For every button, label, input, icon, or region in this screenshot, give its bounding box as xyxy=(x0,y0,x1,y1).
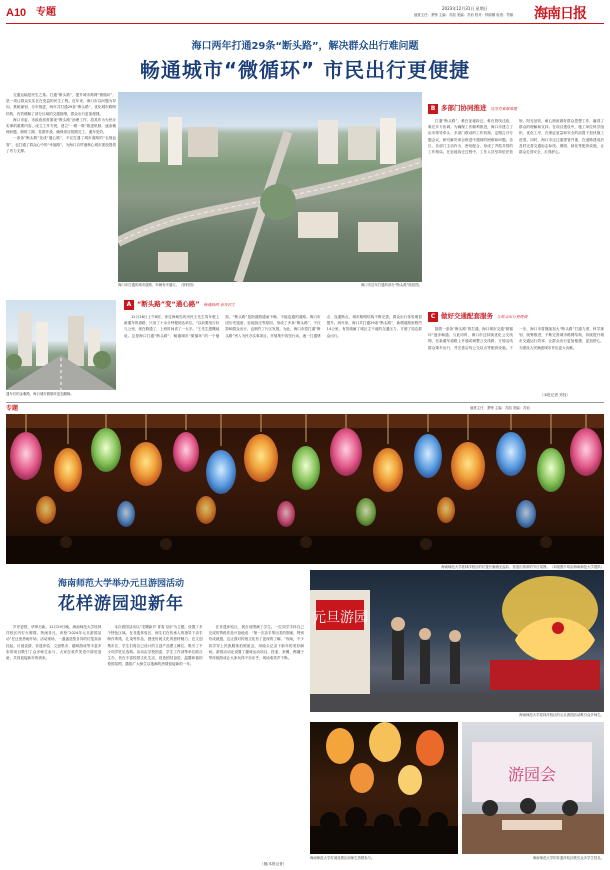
lantern-banner-photo xyxy=(6,414,604,564)
section-b-subtitle: 攻坚克难解难题 xyxy=(490,106,518,112)
page-header xyxy=(6,4,604,22)
stage-photo-caption: 海南师范大学桂林洋校区的元旦游园活动吸引众多师生。 xyxy=(519,713,604,717)
bottom-editors: 值班主任：萧铮 主编：苏凯 美编：苏怡 xyxy=(470,406,530,410)
bottom-author: （图/本报记者） xyxy=(260,862,287,866)
section-a-title: “断头路”变“通心路” xyxy=(137,300,200,309)
craft-banner-text: 游园会 xyxy=(507,765,557,784)
crowd-lantern-photo xyxy=(310,722,458,854)
craft-photo-caption: 海南师范大学的非遗体验区吸引众多学生驻足。 xyxy=(532,856,604,860)
section-b-header xyxy=(428,104,517,114)
section-a-subtitle: 畅通路网 惠及民生 xyxy=(203,302,236,308)
header-rule xyxy=(6,23,604,24)
bottom-body xyxy=(6,624,304,862)
top-story-author: （本报记者 邓钰） xyxy=(540,393,570,397)
craft-illustration xyxy=(462,722,604,854)
crowd-illustration xyxy=(310,722,458,854)
section-b-mark: B xyxy=(428,104,438,114)
bottom-body-para-2: 本次游园活动以“龙腾新岁 青春飞扬”为主题，设置了多个特色区域。在非遗体验区，师生们在传承人的指导下亲手制作剪纸、扎染等作品，感受传统文化的独特魅力；在文创集市区，学生们将自己设计的文创产品摆上摊位，吸引了不少同学驻足选购。活动由学校团委、学生工作部等单位联合主办，旨在丰富校园文化生活，营造团结奋进、温馨和谐的校园氛围，激励广大师生以饱满的热情迎接新的一年。 xyxy=(107,625,203,667)
buildings-photo-caption: 通车后的金雅路，海口城市微循环更加顺畅。 xyxy=(6,392,74,396)
bottom-section-label: 专题 xyxy=(6,405,19,412)
page-section: 专题 xyxy=(36,7,56,18)
bottom-kicker: 海南师范大学举办元旦游园活动 xyxy=(58,579,185,589)
stage-sign-text: 元旦游园 xyxy=(312,610,368,626)
road-photo-caption: 海口市打通的城市道路，车辆有序通行。（资料图） xyxy=(118,283,196,287)
section-b-body: 打通“断头路”，难在征地拆迁，难在管线迁改，难在多方协调。为确保工作顺利推进，海口市建立了由市领导牵头、多部门联动的工作机制，定期召开专题会议，研究解决项目推进中遇到的困难和问题。各区、各部门主动作为、密切配合，形成了齐抓共管的工作格局。在征地拆迁过程中，工作人员坚持依法依规、阳光征收，耐心细致做好群众思想工作，赢得了群众的理解和支持。在项目建设中，施工单位科学组织、优化工序，在保证质量和安全的前提下加快施工进度。同时，海口市还注重建管并重，在道路建成后及时完善交通标志标线、照明、绿化等配套设施，让群众走得安全、走得舒心。 xyxy=(428,119,604,155)
top-kicker: 海口两年打通29条“断头路”，解决群众出行难问题 xyxy=(191,41,419,52)
lantern-illustration xyxy=(6,414,604,564)
bottom-body-para-1: 岁序更替，华章日新。12月29日晚，海南师范大学桂林洋校区内灯火璀璨、热闹非凡，该校“2024年元旦游园活动”在这里热闹开场。活动现场，一盏盏造型各异的灯笼高高挂起，灯谜竞猜、非遗体验、文创集市、趣味游戏等丰富多彩的项目吸引了众多师生参与，大家在欢声笑语中辞旧迎新，共同迎接新年的到来。 xyxy=(6,625,102,661)
crowd-photo-caption: 海南师范大学灯谜竞猜区前师生热情参与。 xyxy=(310,856,375,860)
section-c-title: 做好交通配套服务 xyxy=(441,312,493,321)
top-lead-para-2: 海口市委、市政府高度重视“断头路”治理工作，将其作为为民办实事的重要内容，成立工作专班，建立“一路一策”推进机制，逐条梳理问题，倒排工期、挂图作战，确保项目按期完工、通车见效。 xyxy=(6,117,116,135)
buildings-illustration xyxy=(6,300,116,390)
craft-booth-photo xyxy=(462,722,604,854)
page-editors: 值班主任：萧铮 主编：苏凯 美编：苏怡 校对：钟丽姗 检查：符雄 xyxy=(414,13,514,17)
top-headline: 畅通城市“微循环” 市民出行更便捷 xyxy=(139,58,471,82)
aerial-photo-caption: 海口市近年打通的部分“断头路”航拍图。 xyxy=(360,283,422,287)
section-c-body: 随着一条条“断头路”的打通，海口城市交通“微循环”逐步畅通。与此同时，海口市还持续优化公交线网，在新通车道路上开通或调整公交线路，方便沿线群众乘车出行，并完善沿线公交站点等配套设施。下一步，海口市将继续加大“断头路”打通力度，科学规划、统筹推进，不断完善城市路网结构，持续提升城市交通运行效率，让群众出行更加便捷、更加舒心，为建设人民满意城市作出更大贡献。 xyxy=(428,327,604,350)
top-lead-para-3: 一条条“断头路”变成“通心路”，不仅打通了城市道路的“毛细血管”，也打通了群众心中的“幸福路”，为海口自贸港核心城市建设提供了有力支撑。 xyxy=(6,136,116,153)
newspaper-logo: 海南日报 xyxy=(534,6,586,22)
page-date: 2023年12月31日 星期日 xyxy=(442,6,488,11)
section-c-mark: C xyxy=(428,312,438,322)
section-a-header xyxy=(124,300,235,310)
bottom-body-para-3: 在非遗体验区，展台前围满了学生。一位同学手持自己完成的剪纸作品兴奋地说：“第一次亲手剪出龙的图案，特别有成就感，这让我对传统文化有了更深的了解。”现场，不少同学穿上民族服饰拍照留念，用镜头记录下新年的美好瞬间。游园活动还设置了趣味运动项目，投壶、套圈、踢毽子等传统游戏让大家玩得不亦乐乎，现场欢笑声不断。 xyxy=(208,625,304,661)
lantern-banner-caption: 海南师范大学桂林洋校区的灯笼长廊流光溢彩，营造出浓浓的节日氛围。（本版图片均由海南师范大学提供） xyxy=(441,565,604,569)
section-a-mark: A xyxy=(124,300,134,310)
story-divider xyxy=(6,402,604,403)
section-b-title: 多部门协同推进 xyxy=(441,104,487,113)
top-lead xyxy=(6,92,116,296)
aerial-city-photo xyxy=(118,92,422,282)
section-c-subtitle: 让群众出行更便捷 xyxy=(497,314,528,320)
top-lead-para-1: 交通运输是民生之基。打通“断头路”，提升城市路网“微循环”，是一项让群众实实在在受益的民生工程。近年来，海口市以问题为导向，系统谋划、分年推进，两年共打通29条“断头路”，优化城市路网结构，有效缓解了部分区域的交通拥堵，群众出行更加便捷。 xyxy=(6,93,116,116)
city-buildings-photo xyxy=(6,300,116,390)
bottom-headline: 花样游园迎新年 xyxy=(58,594,184,614)
section-c-header xyxy=(428,312,527,322)
stage-illustration xyxy=(310,570,604,712)
stage-dragon-photo xyxy=(310,570,604,712)
section-a-body: 12月26日上午8时，家住海甸岛的市民王先生驾车驶上新通车的道路，只用了十余分钟便到达单位。“以前要绕行好几公里，现在路通了，上班时间省了一大半。”王先生感慨地说。这是海口打通“断头路”、畅通城市“微循环”的一个缩影。“断头路”是指道路通而不畅、不能连通的道路。海口市因历史遗留、征地拆迁等原因，形成了多条“断头路”，不仅影响群众出行，也制约了片区发展。为此，海口市将打通“断头路”列入为民办实事项目，开展集中攻坚行动，逐一打通堵点、连通断点，城市路网结构不断完善，群众出行体验明显提升。两年来，海口共打通29条“断头路”，新增道路里程约14公里，有效疏解了城区主干道的交通压力，方便了周边群众出行。 xyxy=(124,315,422,338)
page-number: A10 xyxy=(6,7,27,19)
aerial-illustration xyxy=(118,92,422,282)
